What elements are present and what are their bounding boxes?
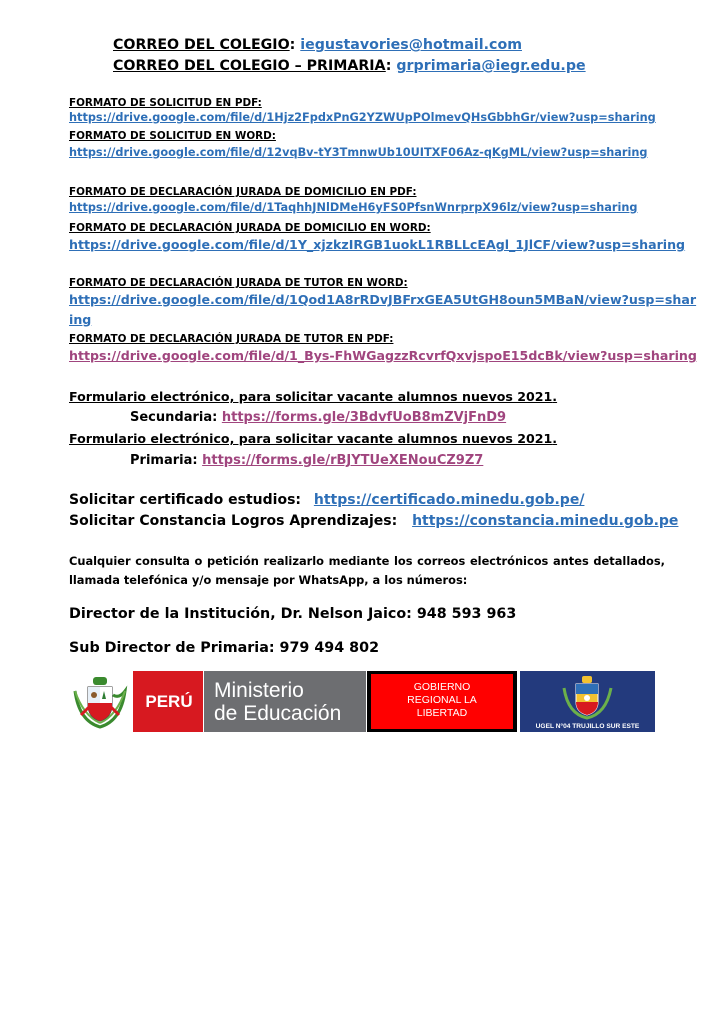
email-colegio-separator: : [289,37,301,53]
contact-note: Cualquier consulta o petición realizarlo mediante los correos electrónicos antes detallados, llamada telefónica y/o mensaje por WhatsApp, a los números: [69,554,665,587]
cert-estudios-row [69,492,584,508]
peru-coat-of-arms-icon [69,671,131,732]
gobierno-regional-logo [367,671,517,732]
form-primaria-link[interactable]: https://forms.gle/rBJYTUeXENouCZ9Z7 [202,453,484,468]
ugel-text: UGEL N°04 TRUJILLO SUR ESTE [535,723,640,730]
format-domicilio-word-label: FORMATO DE DECLARACIÓN JURADA DE DOMICILIO EN WORD: [69,222,431,234]
form-title-period: . [552,431,558,446]
format-tutor-pdf-label: FORMATO DE DECLARACIÓN JURADA DE TUTOR EN PDF: [69,333,394,345]
format-solicitud-pdf-label: FORMATO DE SOLICITUD EN PDF: [69,97,262,109]
format-tutor-word-label: FORMATO DE DECLARACIÓN JURADA DE TUTOR EN WORD: [69,277,408,289]
director-contact: Director de la Institución, Dr. Nelson Jaico: 948 593 963 [69,606,517,622]
ugel-logo [520,671,655,732]
format-solicitud-word-label: FORMATO DE SOLICITUD EN WORD: [69,130,276,142]
gobierno-line1: GOBIERNO [413,681,471,693]
gobierno-line3: LIBERTAD [416,707,468,719]
ministerio-educacion-logo [204,671,366,732]
format-solicitud-word-link[interactable]: https://drive.google.com/file/d/12vqBv-tY3TmnwUb10UITXF06Az-qKgML/view?usp=sharing [69,146,648,159]
email-primaria-row [113,58,586,74]
peru-logo-text: PERÚ [145,692,193,711]
format-domicilio-pdf-label: FORMATO DE DECLARACIÓN JURADA DE DOMICILIO EN PDF: [69,186,417,198]
form-primaria-row [130,453,483,468]
format-solicitud-pdf-link[interactable]: https://drive.google.com/file/d/1Hjz2FpdxPnG2YZWUpPOlmevQHsGbbhGr/view?usp=sharing [69,111,656,124]
format-domicilio-word-link[interactable]: https://drive.google.com/file/d/1Y_xjzkzIRGB1uokL1RBLLcEAgl_1JlCF/view?usp=sharing [69,237,686,252]
form-title-text: Formulario electrónico, para solicitar vacante alumnos nuevos 2021 [69,389,553,404]
email-primaria-label: CORREO DEL COLEGIO – PRIMARIA [113,58,386,74]
cert-estudios-link[interactable]: https://certificado.minedu.gob.pe/ [313,492,585,508]
email-colegio-row [113,37,522,53]
cert-estudios-label: Solicitar certificado estudios: [69,492,301,508]
gobierno-regional-text [371,681,513,720]
form-title-primaria [69,431,557,446]
ugel-crest-icon [560,674,615,720]
ministerio-line2: de Educación [214,702,342,725]
format-tutor-word-link[interactable]: https://drive.google.com/file/d/1Qod1A8rRDvJBFrxGEA5UtGH8oun5MBaN/view?usp=shar [69,292,697,307]
format-tutor-pdf-link[interactable]: https://drive.google.com/file/d/1_Bys-FhWGagzzRcvrfQxvjspoE15dcBk/view?usp=sharing [69,348,697,363]
email-colegio-link[interactable]: iegustavories@hotmail.com [300,37,522,53]
format-tutor-word-link-cont[interactable]: ing [69,312,92,327]
form-title-text: Formulario electrónico, para solicitar vacante alumnos nuevos 2021 [69,431,553,446]
subdirector-contact: Sub Director de Primaria: 979 494 802 [69,640,380,656]
gobierno-regional-panel [371,674,513,729]
form-secundaria-row [130,410,506,425]
form-title-period: . [552,389,558,404]
email-colegio-label: CORREO DEL COLEGIO [113,37,290,53]
form-secundaria-label: Secundaria: [130,410,218,425]
cert-logros-label: Solicitar Constancia Logros Aprendizajes: [69,513,398,529]
cert-logros-link[interactable]: https://constancia.minedu.gob.pe [412,513,679,529]
form-primaria-label: Primaria: [130,453,198,468]
cert-logros-row [69,513,678,529]
gobierno-line2: REGIONAL LA [407,694,477,706]
logo-strip [69,671,655,732]
form-title-secundaria [69,389,557,404]
email-primaria-link[interactable]: grprimaria@iegr.edu.pe [396,58,586,74]
email-primaria-separator: : [385,58,397,74]
form-secundaria-link[interactable]: https://forms.gle/3BdvfUoB8mZVjFnD9 [221,410,507,425]
format-domicilio-pdf-link[interactable]: https://drive.google.com/file/d/1TaqhhJNlDMeH6yFS0PfsnWnrprpX96lz/view?usp=sharing [69,201,638,214]
ministerio-line1: Ministerio [214,679,304,702]
